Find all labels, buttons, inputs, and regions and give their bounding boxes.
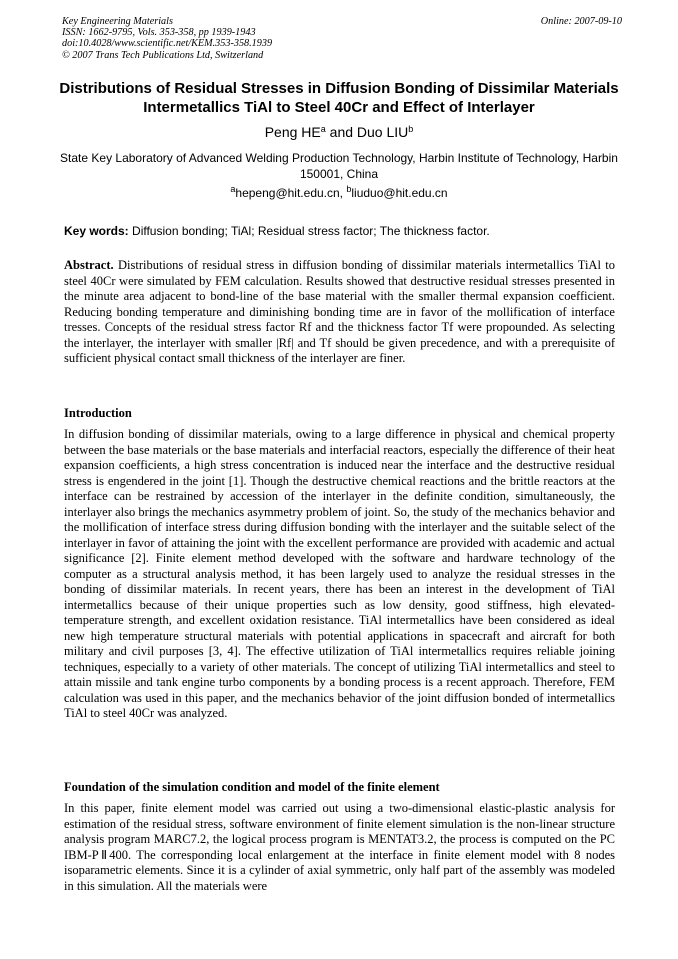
email-separator: , xyxy=(339,186,347,200)
email-mark: b xyxy=(346,184,352,194)
abstract-label: Abstract. xyxy=(64,258,114,272)
email-address: liuduo@hit.edu.cn xyxy=(351,186,448,200)
email-mark: a xyxy=(230,184,236,194)
author-emails xyxy=(40,186,638,201)
affiliation: State Key Laboratory of Advanced Welding Production Technology, Harbin Institute of Technology, Harbin 150001, China xyxy=(60,151,618,181)
author-name: Peng HE xyxy=(264,124,321,140)
author-conjunction: and xyxy=(325,124,357,140)
section-heading-foundation: Foundation of the simulation condition and model of the finite element xyxy=(64,780,440,794)
journal-doi: doi:10.4028/www.scientific.net/KEM.353-358.1939 xyxy=(62,38,273,50)
keywords-label: Key words: xyxy=(64,224,129,238)
journal-copyright: © 2007 Trans Tech Publications Ltd, Switzerland xyxy=(62,49,264,61)
introduction-paragraph: In diffusion bonding of dissimilar materials, owing to a large difference in physical and chemical property between the base materials or the base materials and interfacial reactors, especially the difference of their heat expansion coefficients, a high stress concentration is induced near the interface and the destructive residual stress is engendered in the joint [1]. Though the destructive chemical reactions and the brittle reactors at the interface can be restrained by accession of the interlayer in the definite condition, simultaneously, the interlayer also brings the mechanics asymmetry problem of joint. So, the study of the mechanics behavior and the mollification of interface stress during diffusion bonding with the interlayer and the suitable select of the interlayer in favor of attaining the joint with the excellent performance are provided with academic and actual significance [2]. Finite element method developed with the software and hardware technology of the computer as a structural analysis method, it has been largely used to analyze the residual stresses in the bonding of dissimilar materials. In recent years, there has been an interest in the development of TiAl intermetallics because of their unique properties such as low density, good stiffness, high elevated-temperature strength, and excellent oxidation resistance. TiAl intermetallics have been considered as ideal new high temperature structural materials with potential applications in spacecraft and aircraft for both military and civil purposes [3, 4]. The effective utilization of TiAl intermetallics requires reliable joining techniques, especially to a variety of other materials. The concept of utilizing TiAl intermetallics and steel to attain missile and tank engine turbo components by a bonding process is a recent approach. Therefore, FEM calculation was used in this paper, and the mechanics behavior of the joint diffusion bonded of intermetallics TiAl to steel 40Cr was analyzed. xyxy=(64,427,615,720)
abstract xyxy=(64,258,615,367)
journal-name: Key Engineering Materials xyxy=(62,16,173,27)
journal-issn: ISSN: 1662-9795, Vols. 353-358, pp 1939-1943 xyxy=(62,27,256,39)
paper-title: Distributions of Residual Stresses in Diffusion Bonding of Dissimilar Materials Intermetallics TiAl to Steel 40Cr and Effect of Interlayer xyxy=(59,80,619,116)
journal-header xyxy=(62,16,622,61)
section-heading-introduction: Introduction xyxy=(64,406,132,420)
abstract-text: Distributions of residual stress in diffusion bonding of dissimilar materials intermetallics TiAl to steel 40Cr were simulated by FEM calculation. Results showed that destructive residual stresses presented in the minute area adjacent to bond-line of the base material with the smaller thermal expansion coefficient. Reducing bonding temperature and diminishing bonding time are in favor of the mollification of interface tresses. Concepts of the residual stress factor Rf and the thickness factor Tf were propounded. As selecting the interlayer, the interlayer with smaller |Rf| and Tf should be given precedence, and with a prerequisite of sufficient physical contact small thickness of the interlayer are finer. xyxy=(64,258,615,365)
keywords xyxy=(64,224,615,239)
author-name: Duo LIU xyxy=(356,124,409,140)
email-address: hepeng@hit.edu.cn xyxy=(235,186,340,200)
online-date: Online: 2007-09-10 xyxy=(540,16,622,27)
author-affil-mark: a xyxy=(320,124,326,134)
author-affil-mark: b xyxy=(408,124,414,134)
keywords-text: Diffusion bonding; TiAl; Residual stress factor; The thickness factor. xyxy=(128,224,490,238)
foundation-paragraph: In this paper, finite element model was carried out using a two-dimensional elastic-plastic analysis for estimation of the residual stress, software environment of finite element simulation is the non-linear structure analysis program MARC7.2, the logical process program is MENTAT3.2, the process is computed on the PC IBM-PⅡ400. The corresponding local enlargement at the interface in finite element model with 8 nodes isoparametric elements. Since it is a cylinder of axial symmetric, only half part of the assembly was modeled in this simulation. All the materials were xyxy=(64,801,615,893)
author-list xyxy=(40,124,638,141)
